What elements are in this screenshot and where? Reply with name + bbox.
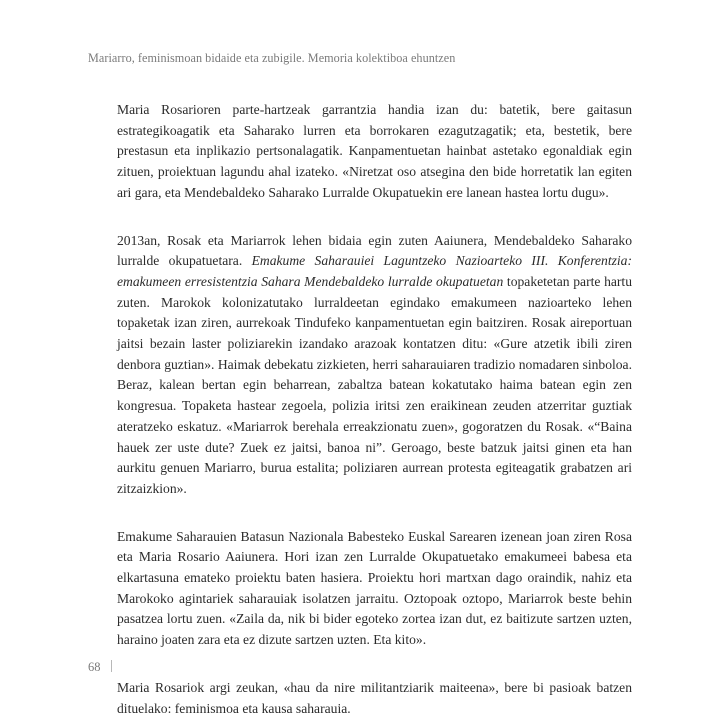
- running-header: Mariarro, feminismoan bidaide eta zubigile. Memoria kolektiboa ehuntzen: [88, 51, 456, 65]
- conference-title: Emakume Saharauiei Laguntzeko Nazioarteko III. Konferentzia: emakumeen erresistentzia Sahara Mendebaldeko lurralde okupatuetan: [117, 253, 632, 289]
- paragraph-3: Emakume Saharauien Batasun Nazionala Babesteko Euskal Sarearen izenean joan ziren Rosa eta Maria Rosario Aaiunera. Hori izan zen Lurralde Okupatuetako emakumeei babesa eta elkartasuna emateko proiektu baten hasiera. Proiektu hori martxan dago oraindik, nahiz eta Marokoko agintariek saharauiak isolatzen jarraitu. Oztopoak oztopo, Mariarrok beste behin pasatzea lortu zuen. «Zaila da, nik bi bider egoteko zortea izan dut, ez baitizute sartzen uzten, haraino joaten zara eta ez dizute sartzen uzten. Eta kito».: [117, 528, 632, 648]
- paragraph-2-intro: 2013an, Rosak eta Mariarrok lehen bidaia egin zuten Aaiunera, Mendebaldeko Saharako lurralde okupatuetara.: [117, 232, 632, 269]
- paragraph-4: Maria Rosariok argi zeukan, «hau da nire militantziarik maiteena», bere bi pasioak batzen dituelako: feminismoa eta kausa saharauia.: [117, 679, 632, 716]
- paragraph-1: Maria Rosarioren parte-hartzeak garrantzia handia izan du: batetik, bere gaitasun estrategikoagatik eta Saharako lurren eta borrokaren ezagutzagatik; eta, bestetik, bere prestasun eta inplikazio pertsonalagatik. Kanpamentuetan hainbat astetako egonaldiak egin zituen, proiektuan lagundu ahal izateko. «Niretzat oso atsegina den bide horretatik lan egiten ari gara, eta Mendebaldeko Saharako Lurralde Okupatuekin ere lanean hastea lortu dugu».: [117, 102, 632, 200]
- paragraph-2: [117, 231, 632, 500]
- paragraph-2-rest: topaketetan parte hartu zuten. Marokok kolonizatutako lurraldeetan egindako emakumeen nazioarteko lehen topaketak izan ziren, aurrekoak Tindufeko kanpamentuetan egin baitziren. Rosak aireportuan jaitsi bezain laster poliziarekin izandako arazoak kontatzen ditu: «Gure atzetik ibili ziren denbora guztian». Haimak debekatu zizkieten, herri saharauiaren tradizio nomadaren sinboloa. Beraz, kalean bertan egin beharrean, zabaltza batean kokatutako haima batean egin zen kongresua. Topaketa hastear zegoela, polizia iritsi zen eraikinean zeuden atzerritar guztiak ateratzeko eskatuz. «Mariarrok berehala erreakzionatu zuen», gogoratzen du Rosak. «“Baina hauek zer uste dute? Zuek ez jaitsi, banoa ni”. Geroago, beste batzuk jaitsi ginen eta han aurkitu genuen Mariarro, burua estalita; poliziaren aurrean protesta egiteagatik grabatzen ari zitzaizkion».: [117, 273, 632, 496]
- body-text: [117, 100, 632, 719]
- page-number: 68: [88, 660, 101, 674]
- footer-divider: [111, 660, 112, 672]
- page-footer: [88, 660, 112, 675]
